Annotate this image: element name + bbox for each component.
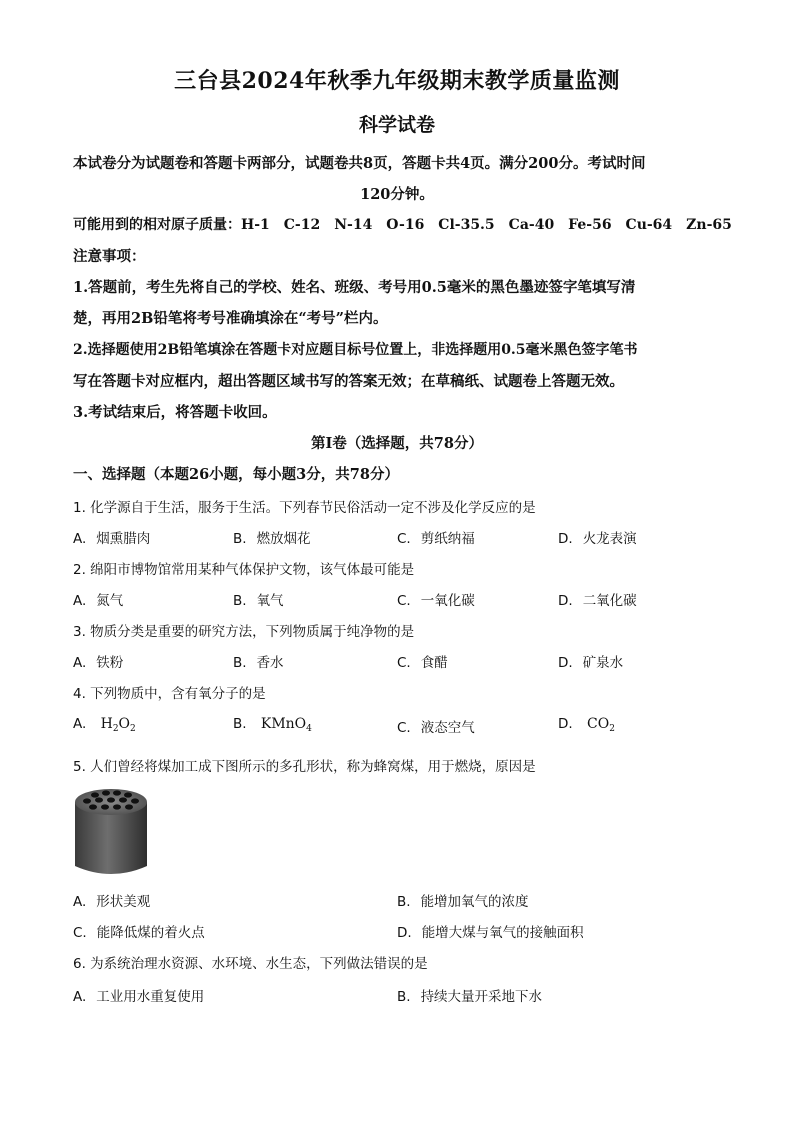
question-6-option-a	[73, 985, 204, 1005]
question-5-option-d	[397, 921, 584, 941]
question-6-stem: 6. 为系统治理水资源、水环境、水生态，下列做法错误的是	[73, 956, 428, 972]
option-text: 能增加氧气的浓度	[420, 894, 529, 910]
notes-heading: 注意事项：	[73, 248, 146, 265]
question-3-option-c	[397, 651, 448, 671]
page-title: 三台县2024年秋季九年级期末教学质量监测	[174, 68, 620, 94]
option-letter: B.	[397, 894, 411, 910]
formula-part: O	[118, 716, 131, 732]
question-3-option-a	[73, 651, 123, 671]
question-1-option-b	[233, 527, 311, 547]
note-3: 3.考试结束后，将答题卡收回。	[73, 404, 277, 421]
note-1-line-1: 1.答题前，考生先将自己的学校、姓名、班级、考号用0.5毫米的黑色墨迹签字笔填写清	[73, 279, 636, 296]
option-text: 二氧化碳	[582, 593, 637, 609]
formula-subscript: 2	[112, 724, 119, 734]
formula-kmno4	[261, 716, 312, 732]
option-letter: C.	[73, 925, 87, 941]
option-letter: D.	[558, 531, 573, 547]
option-text: 燃放烟花	[256, 531, 311, 547]
note-2-line-1: 2.选择题使用2B铅笔填涂在答题卡对应题目标号位置上，非选择题用0.5毫米黑色签字笔书	[73, 342, 638, 358]
option-text: 剪纸纳福	[420, 531, 475, 547]
question-1-option-a	[73, 527, 150, 547]
honeycomb-briquette-image	[73, 786, 149, 878]
option-letter: B.	[233, 531, 247, 547]
question-4-option-a	[73, 716, 136, 734]
option-letter: B.	[233, 655, 247, 671]
intro-line-1: 本试卷分为试题卷和答题卡两部分，试题卷共8页，答题卡共4页。满分200分。考试时间	[73, 155, 646, 172]
question-5-option-c	[73, 921, 205, 941]
option-letter: D.	[558, 593, 573, 609]
note-1-line-2: 楚，再用2B铅笔将考号准确填涂在“考号”栏内。	[73, 310, 388, 327]
question-1-option-c	[397, 527, 475, 547]
question-3-option-d	[558, 651, 623, 671]
question-6-option-b	[397, 985, 542, 1005]
option-letter: C.	[397, 531, 411, 547]
option-letter: B.	[397, 989, 411, 1005]
section-heading: 一、选择题（本题26小题，每小题3分，共78分）	[73, 466, 399, 483]
option-letter: A.	[73, 989, 87, 1005]
atomic-masses: 可能用到的相对原子质量：H-1 C-12 N-14 O-16 Cl-35.5 Ca-40 Fe-56 Cu-64 Zn-65	[73, 217, 732, 233]
question-2-stem: 2. 绵阳市博物馆常用某种气体保护文物，该气体最可能是	[73, 562, 415, 578]
formula-h2o2	[101, 716, 136, 732]
option-text: 矿泉水	[582, 655, 624, 671]
option-text: 氧气	[256, 593, 284, 609]
option-letter: D.	[558, 655, 573, 671]
option-text: 能降低煤的着火点	[96, 925, 205, 941]
question-4-stem: 4. 下列物质中，含有氧分子的是	[73, 686, 266, 702]
formula-subscript: 4	[306, 724, 312, 734]
option-text: 持续大量开采地下水	[420, 989, 543, 1005]
question-4-option-b	[233, 716, 312, 734]
question-5-option-a	[73, 890, 150, 910]
question-5-stem: 5. 人们曾经将煤加工成下图所示的多孔形状，称为蜂窝煤，用于燃烧，原因是	[73, 759, 536, 775]
formula-part: H	[100, 716, 113, 732]
question-1-option-d	[558, 527, 637, 547]
option-letter: C.	[397, 593, 411, 609]
option-letter: A.	[73, 716, 87, 732]
option-text: 烟熏腊肉	[96, 531, 151, 547]
option-text: 工业用水重复使用	[96, 989, 205, 1005]
option-letter: A.	[73, 894, 87, 910]
option-text: 氮气	[96, 593, 124, 609]
formula-subscript: 2	[130, 724, 136, 734]
note-2-line-2: 写在答题卡对应框内，超出答题区域书写的答案无效；在草稿纸、试题卷上答题无效。	[73, 373, 624, 390]
option-letter: A.	[73, 531, 87, 547]
option-letter: D.	[397, 925, 412, 941]
option-text: 能增大煤与氧气的接触面积	[421, 925, 584, 941]
option-letter: A.	[73, 593, 87, 609]
option-text: 一氧化碳	[420, 593, 475, 609]
option-letter: B.	[233, 593, 247, 609]
formula-subscript: 2	[609, 724, 615, 734]
question-2-option-d	[558, 589, 637, 609]
question-2-option-a	[73, 589, 123, 609]
option-text: 火龙表演	[582, 531, 637, 547]
question-2-option-c	[397, 589, 475, 609]
question-4-option-c	[397, 716, 475, 736]
option-letter: D.	[558, 716, 573, 732]
option-letter: C.	[397, 655, 411, 671]
intro-line-2: 120分钟。	[360, 186, 434, 203]
page-subtitle: 科学试卷	[358, 114, 435, 136]
formula-co2	[587, 716, 615, 732]
formula-part: CO	[586, 716, 610, 732]
question-3-option-b	[233, 651, 284, 671]
option-letter: B.	[233, 716, 247, 732]
option-letter: A.	[73, 655, 87, 671]
option-text: 形状美观	[96, 894, 151, 910]
option-text: 铁粉	[96, 655, 124, 671]
question-2-option-b	[233, 589, 284, 609]
option-text: 液态空气	[420, 720, 475, 736]
option-text: 食醋	[420, 655, 448, 671]
question-4-option-d	[558, 716, 615, 734]
option-text: 香水	[256, 655, 284, 671]
question-1-stem: 1. 化学源自于生活，服务于生活。下列春节民俗活动一定不涉及化学反应的是	[73, 500, 536, 516]
formula-part: KMnO	[260, 716, 307, 732]
question-3-stem: 3. 物质分类是重要的研究方法，下列物质属于纯净物的是	[73, 624, 415, 640]
part-heading: 第Ⅰ卷（选择题，共78分）	[311, 435, 483, 452]
option-letter: C.	[397, 720, 411, 736]
question-5-option-b	[397, 890, 529, 910]
